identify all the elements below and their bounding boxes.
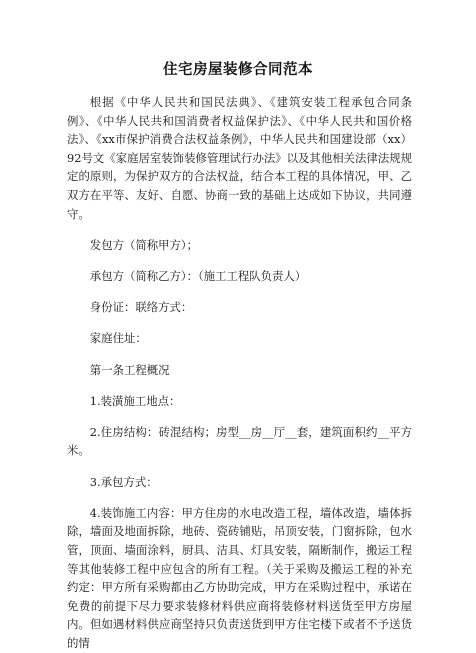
clause-location: 1.装潢施工地点： [89, 393, 181, 408]
party-a-line: 发包方（简称甲方）； [89, 237, 199, 252]
address-line: 家庭住址： [89, 331, 147, 346]
party-b-line: 承包方（简称乙方）：（施工工程队负责人） [89, 268, 307, 283]
section-heading: 第一条工程概况 [89, 362, 170, 377]
clause-structure: 2.住房结构：砖混结构；房型__房__厅__套，建筑面积约__平方米。 [67, 424, 412, 458]
id-contact-line: 身份证：联络方式： [89, 300, 193, 315]
clause-contract-type: 3.承包方式： [89, 474, 158, 489]
clause-scope: 4.装饰施工内容：甲方住房的水电改造工程，墙体改造，墙体拆除，墙面及地面拆除，地砖、瓷砖铺贴，吊顶安装，门窗拆除，包水管，顶面、墙面涂料，厨具、洁具、灯具安装，隔断制作，搬运工程等其他装修工程中应包含的所有工程。（关于采购及搬运工程的补充约定：甲方所有采购都由乙方协助完成，甲方在采购过程中，承诺在免费的前提下尽力要求装修材料供应商将装修材料送货至甲方房屋内。但如遇材料供应商坚持只负责送货到甲方住宅楼下或者不予送货的情 [67, 505, 412, 650]
document-body [67, 93, 412, 653]
intro-paragraph: 根据《中华人民共和国民法典》、《建筑安装工程承包合同条例》、《中华人民共和国消费者权益保护法》、《中华人民共和国价格法》、《xx市保护消费合法权益条例》，中华人民共和国建设部（xx）92号文《家庭居室装饰装修管理试行办法》以及其他相关法律法规规定的原则，为保护双方的合法权益，结合本工程的具体情况，甲、乙双方在平等、友好、自愿、协商一致的基础上达成如下协议，共同遵守。 [67, 95, 412, 221]
document-title: 住宅房屋装修合同范本 [163, 62, 313, 78]
